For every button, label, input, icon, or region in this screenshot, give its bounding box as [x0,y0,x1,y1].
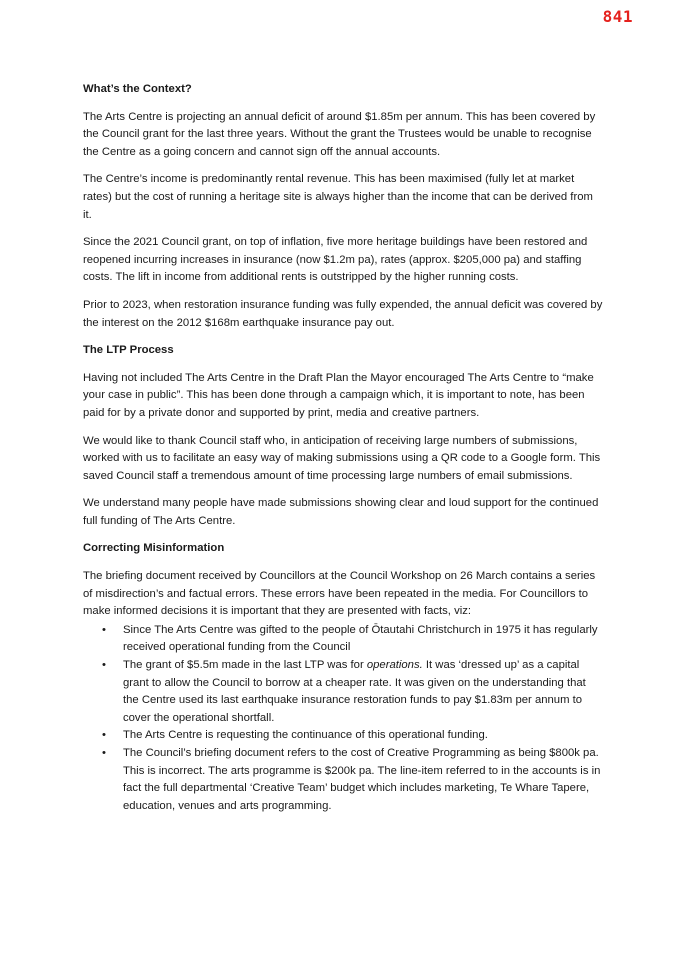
list-item-text: The Arts Centre is requesting the continuance of this operational funding. [123,729,488,742]
list-item [83,727,603,745]
list-item [83,745,603,815]
context-paragraph-4: Prior to 2023, when restoration insurance funding was fully expended, the annual deficit was covered by the interest on the 2012 $168m earthquake insurance pay out. [83,298,603,329]
page-number: 841 [602,7,633,26]
bullet-marker: • [102,623,106,636]
misinformation-bullet-list [83,622,603,816]
context-paragraph-1: The Arts Centre is projecting an annual deficit of around $1.85m per annum. This has been covered by the Council grant for the last three years. Without the grant the Trustees would be unable to recognise the Centre as a going concern and cannot sign off the annual accounts. [83,110,596,158]
list-item [83,622,603,657]
bullet-marker: • [102,659,106,672]
list-item-text [123,659,586,724]
list-item-text-part: The grant of $5.5m made in the last LTP was for [123,659,367,672]
section-heading-ltp: The LTP Process [83,344,174,357]
ltp-paragraph-3: We understand many people have made submissions showing clear and loud support for the continued full funding of The Arts Centre. [83,497,599,527]
context-paragraph-2: The Centre’s income is predominantly rental revenue. This has been maximised (fully let at market rates) but the cost of running a heritage site is always higher than the income that can be derived from it. [83,173,593,221]
ltp-paragraph-2: We would like to thank Council staff who, in anticipation of receiving large numbers of submissions, worked with us to facilitate an easy way of making submissions using a QR code to a Google form. This saved Council staff a tremendous amount of time processing large numbers of email submissions. [83,434,601,482]
bullet-marker: • [102,729,106,742]
list-item-text: Since The Arts Centre was gifted to the people of Ōtautahi Christchurch in 1975 it has regularly received operational funding from the Council [123,623,598,654]
list-item-text-part: It was ‘dressed up’ as a capital grant to allow the Council to borrow at a cheaper rate. It was given on the understanding that the Centre used its last earthquake insurance restoration funds to pay $1.83m per annum to cover the operational shortfall. [123,659,586,724]
ltp-paragraph-1: Having not included The Arts Centre in the Draft Plan the Mayor encouraged The Arts Centre to “make your case in public”. This has been done through a campaign which, it is important to note, has been paid for by a private donor and supported by print, media and creative partners. [83,371,594,419]
misinformation-paragraph-1: The briefing document received by Councillors at the Council Workshop on 26 March contains a series of misdirection’s and factual errors. These errors have been repeated in the media. For Councillors to make informed decisions it is important that they are presented with facts, viz: [83,570,596,618]
context-paragraph-3: Since the 2021 Council grant, on top of inflation, five more heritage buildings have been restored and reopened incurring increases in insurance (now $1.2m pa), rates (approx. $205,000 pa) and staffing costs. The lift in income from additional rents is outstripped by the higher running costs. [83,236,588,284]
list-item [83,657,603,727]
section-heading-context: What’s the Context? [83,83,192,95]
list-item-text: The Council’s briefing document refers to the cost of Creative Programming as being $800k pa. This is incorrect. The arts programme is $200k pa. The line-item referred to in the accounts is in fact the full departmental ‘Creative Team’ budget which includes marketing, Te Whare Tapere, education, venues and arts programming. [123,747,601,812]
section-heading-misinformation: Correcting Misinformation [83,542,225,555]
bullet-marker: • [102,747,106,759]
document-body [83,81,603,815]
emphasis-text: operations. [366,659,423,672]
